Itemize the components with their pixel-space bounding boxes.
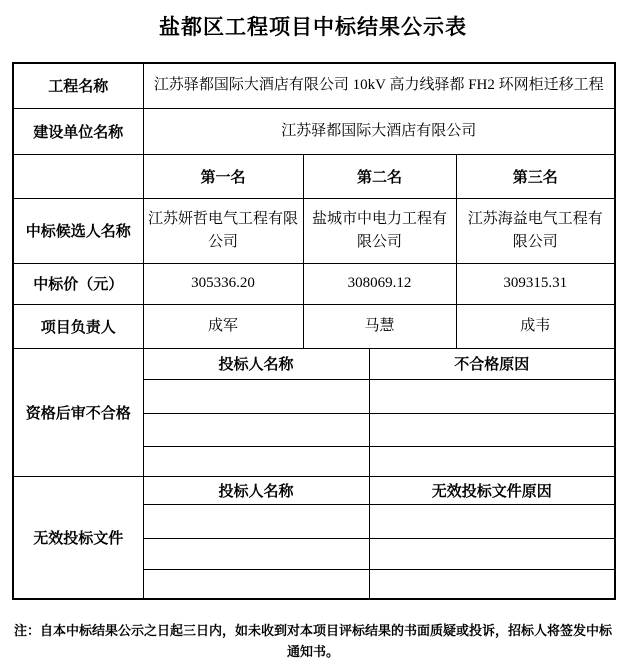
owner-label: 建设单位名称 [13, 108, 143, 154]
rank-header-empty-cell [13, 154, 143, 198]
candidates-label: 中标候选人名称 [13, 198, 143, 263]
invalid-reason-cell [369, 538, 615, 569]
page-title: 盐都区工程项目中标结果公示表 [159, 16, 467, 39]
candidate-first: 江苏妍哲电气工程有限公司 [143, 198, 303, 263]
invalid-bidder-cell [143, 569, 369, 599]
manager-first: 成军 [143, 304, 303, 348]
invalid-header-row [13, 476, 615, 504]
disqualified-bidder-cell [143, 446, 369, 476]
owner-value: 江苏驿都国际大酒店有限公司 [143, 108, 615, 154]
candidates-row [13, 198, 615, 263]
disqualified-reason-cell [369, 413, 615, 446]
footnote [0, 620, 626, 662]
disqualified-bidder-cell [143, 413, 369, 446]
price-first: 305336.20 [143, 263, 303, 304]
disqualified-bidder-header: 投标人名称 [143, 348, 369, 379]
project-name-value: 江苏驿都国际大酒店有限公司 10kV 高力线驿都 FH2 环网柜迁移工程 [143, 63, 615, 108]
invalid-bidder-cell [143, 504, 369, 538]
manager-third: 成韦 [456, 304, 615, 348]
bid-results-table [12, 62, 616, 600]
managers-label: 项目负责人 [13, 304, 143, 348]
price-third: 309315.31 [456, 263, 615, 304]
footnote-line-2: 通知书。 [286, 644, 339, 659]
invalid-section-label: 无效投标文件 [13, 476, 143, 599]
disqualified-header-row [13, 348, 615, 379]
invalid-bidder-header: 投标人名称 [143, 476, 369, 504]
rank-header-third: 第三名 [456, 154, 615, 198]
invalid-reason-header: 无效投标文件原因 [369, 476, 615, 504]
candidate-second: 盐城市中电力工程有限公司 [303, 198, 456, 263]
disqualified-bidder-cell [143, 379, 369, 413]
disqualified-reason-cell [369, 379, 615, 413]
prices-label: 中标价（元） [13, 263, 143, 304]
prices-row [13, 263, 615, 304]
price-second: 308069.12 [303, 263, 456, 304]
managers-row [13, 304, 615, 348]
disqualified-section-label: 资格后审不合格 [13, 348, 143, 476]
disqualified-reason-header: 不合格原因 [369, 348, 615, 379]
rank-header-first: 第一名 [143, 154, 303, 198]
invalid-reason-cell [369, 504, 615, 538]
rank-header-row [13, 154, 615, 198]
project-name-label: 工程名称 [13, 63, 143, 108]
footnote-line-1: 注：自本中标结果公示之日起三日内，如未收到对本项目评标结果的书面质疑或投诉，招标人将签发中标 [13, 623, 612, 638]
manager-second: 马慧 [303, 304, 456, 348]
disqualified-reason-cell [369, 446, 615, 476]
owner-row [13, 108, 615, 154]
invalid-bidder-cell [143, 538, 369, 569]
invalid-reason-cell [369, 569, 615, 599]
rank-header-second: 第二名 [303, 154, 456, 198]
candidate-third: 江苏海益电气工程有限公司 [456, 198, 615, 263]
project-name-row [13, 63, 615, 108]
